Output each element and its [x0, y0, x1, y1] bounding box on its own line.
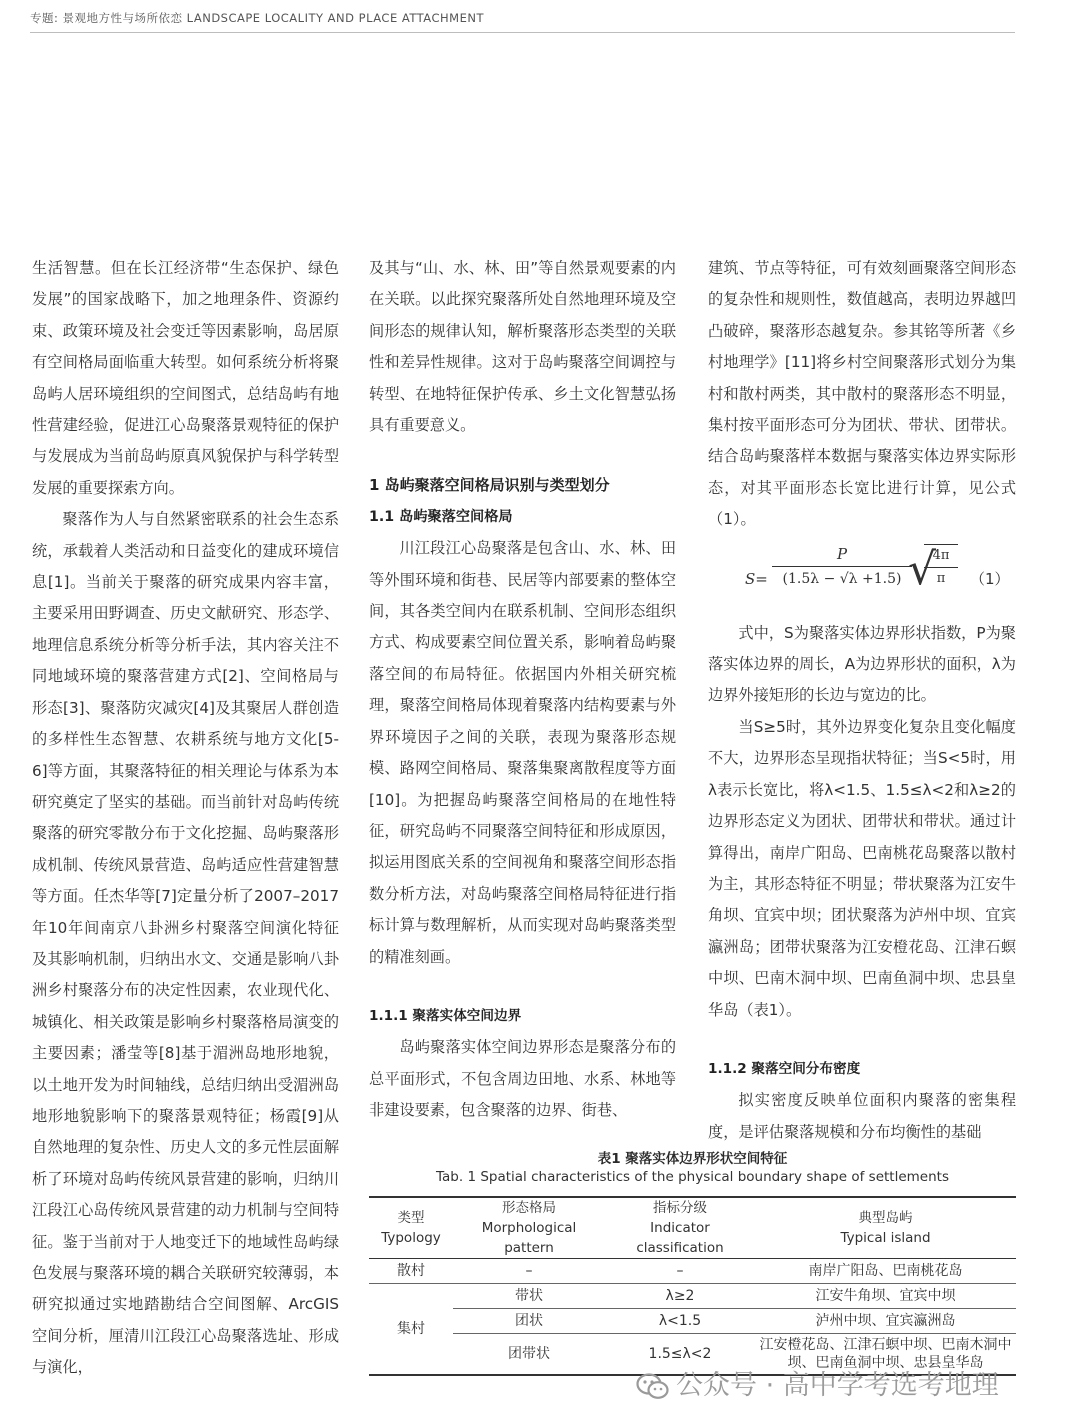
table-cell: –: [676, 1263, 684, 1279]
equation-root-fraction: [924, 544, 958, 590]
paragraph: 当S≥5时，其外边界变化复杂且变化幅度不大，边界形态呈现指状特征；当S<5时，用λ表示长宽比，将λ<1.5、1.5≤λ<2和λ≥2的边界形态定义为团状、团带状和带状。通过计算得出，南岸广阳岛、巴南桃花岛聚落以散村为主，其形态特征不明显；带状聚落为江安牛角坝、宜宾中坝；团状聚落为泸州中坝、宜宾瀛洲岛；团带状聚落为江安橙花岛、江津石螟中坝、巴南木洞中坝、巴南鱼洞中坝、忠县皇华岛（表1）。: [708, 717, 1016, 1019]
wechat-icon: [636, 1372, 670, 1402]
subsubsection-heading: 1.1.1 聚落实体空间边界: [369, 1007, 522, 1024]
watermark: [636, 1368, 999, 1404]
table-cell: λ≥2: [665, 1288, 695, 1304]
table-caption-cn: 表1 聚落实体边界形状空间特征: [597, 1151, 788, 1167]
table-row: [369, 1284, 1016, 1309]
paragraph: 川江段江心岛聚落是包含山、水、林、田等外围环境和街巷、民居等内部要素的整体空间，其各类空间内在联系机制、空间形态组织方式、构成要素空间位置关系，影响着岛屿聚落空间的布局特征。依据国内外相关研究梳理，聚落空间格局体现着聚落内结构要素与外界环境因子之间的关联，表现为聚落形态规模、路网空间格局、聚落集聚离散程度等方面[10]。为把握岛屿聚落空间格局的在地性特征，研究岛屿不同聚落空间特征和形成原因，拟运用图底关系的空间视角和聚落空间形态指数分析方法，对岛屿聚落空间格局特征进行指标计算与数理解析，从而实现对岛屿聚落类型的精准刻画。: [369, 539, 676, 966]
paragraph: 拟实密度反映单位面积内聚落的密集程度，是评估聚落规模和分布均衡性的基础: [708, 1091, 1016, 1141]
paragraph: 聚落作为人与自然紧密联系的社会生态系统，承载着人类活动和日益变化的建成环境信息[1]。当前关于聚落的研究成果内容丰富，主要采用田野调查、历史文献研究、形态学、地理信息系统分析等分析手法，其内容关注不同地域环境的聚落营建方式[2]、空间格局与形态[3]、聚落防灾减灾[4]及其聚居人群创造的多样性生态智慧、农耕系统与地方文化[5-6]等方面，其聚落特征的相关理论与体系为本研究奠定了坚实的基础。而当前针对岛屿传统聚落的研究零散分布于文化挖掘、岛屿聚落形成机制、传统风景营造、岛屿适应性营建智慧等方面。任杰华等[7]定量分析了2007–2017年10年间南京八卦洲乡村聚落空间演化特征及其影响机制，归纳出水文、交通是影响八卦洲乡村聚落分布的决定性因素，农业现代化、城镇化、相关政策是影响乡村聚落格局演变的主要因素；潘莹等[8]基于湄洲岛地形地貌，以土地开发为时间轴线，总结归纳出受湄洲岛地形地貌影响下的聚落景观特征；杨霞[9]从自然地理的复杂性、历史人文的多元性层面解析了环境对岛屿传统风景营建的影响，归纳川江段江心岛传统风景营建的动力机制与空间特征。鉴于当前对于人地变迁下的地域性岛屿绿色发展与聚落环境的耦合关联研究较薄弱，本研究拟通过实地踏勘结合空间图解、ArcGIS空间分析，厘清川江段江心岛聚落选址、形成与演化，: [32, 510, 339, 1377]
table-cell: 1.5≤λ<2: [648, 1346, 712, 1362]
paragraph: 岛屿聚落实体空间边界形态是聚落分布的总平面形式，不包含周边田地、水系、林地等非建设要素，包含聚落的边界、街巷、: [369, 1038, 676, 1120]
table-cell: 散村: [397, 1263, 425, 1279]
paragraph: 式中，S为聚落实体边界形状指数，P为聚落实体边界的周长，A为边界形状的面积，λ为边界外接矩形的长边与宽边的比。: [708, 623, 1016, 705]
table-cell: 带状: [515, 1288, 543, 1304]
paragraph: 生活智慧。但在长江经济带“生态保护、绿色发展”的国家战略下，加之地理条件、资源约束、政策环境及社会变迁等因素影响，岛居原有空间格局面临重大转型。如何系统分析将聚岛屿人居环境组织的空间图式，总结岛屿有地性营建经验，促进江心岛聚落景观特征的保护与发展成为当前岛屿原真风貌保护与科学转型发展的重要探索方向。: [32, 259, 339, 497]
running-header-text: 专题: 景观地方性与场所依恋 LANDSCAPE LOCALITY AND PLACE ATTACHMENT: [30, 11, 484, 25]
table-caption: [369, 1150, 1016, 1186]
column-header: 典型岛屿 Typical island: [840, 1210, 931, 1246]
subsection-heading: 1.1 岛屿聚落空间格局: [369, 508, 513, 525]
equation-fraction: [772, 542, 912, 591]
column-header: 类型 Typology: [381, 1210, 441, 1246]
text-column-2: [369, 253, 676, 1127]
text-column-3: [708, 253, 1016, 1148]
table-row: [369, 1259, 1016, 1284]
paragraph: 建筑、节点等特征，可有效刻画聚落空间形态的复杂性和规则性，数值越高，表明边界越凹凸破碎，聚落形态越复杂。参其铭等所著《乡村地理学》[11]将乡村空间聚落形式划分为集村和散村两类，其中散村的聚落形态不明显，集村按平面形态可分为团状、带状、团带状。结合岛屿聚落样本数据与聚落实体边界实际形态，对其平面形态长宽比进行计算，见公式（1）。: [708, 259, 1016, 529]
watermark-text: 公众号 · 高中学考选考地理: [676, 1370, 999, 1401]
table-cell: 江安橙花岛、江津石螟中坝、巴南木洞中坝、巴南鱼洞中坝、忠县皇华岛: [759, 1337, 1012, 1371]
equation-denominator: (1.5λ − √λ +1.5): [782, 570, 902, 587]
root-numerator: 4π: [924, 545, 958, 568]
subsubsection-heading: 1.1.2 聚落空间分布密度: [708, 1060, 861, 1077]
table-cell: –: [525, 1263, 533, 1279]
table-caption-en: Tab. 1 Spatial characteristics of the physical boundary shape of settlements: [436, 1169, 949, 1185]
table-cell: 团带状: [508, 1346, 550, 1362]
table-cell: λ<1.5: [658, 1313, 702, 1329]
root-denominator: π: [936, 570, 946, 586]
equation-number: （1）: [970, 569, 1010, 588]
table-header-row: [369, 1197, 1016, 1259]
table-row: [369, 1309, 1016, 1334]
equation-1: [708, 540, 1016, 614]
table-cell: 泸州中坝、宜宾瀛洲岛: [815, 1313, 956, 1329]
text-column-1: [32, 253, 339, 1384]
sqrt-sign: √: [908, 543, 937, 595]
column-header: 形态格局 Morphological pattern: [481, 1200, 577, 1256]
table-1: [369, 1196, 1016, 1376]
equation-lhs: S=: [745, 569, 768, 588]
table-cell: 集村: [369, 1284, 453, 1376]
table-cell: 团状: [515, 1313, 543, 1329]
running-header: [30, 10, 1015, 33]
section-heading: 1 岛屿聚落空间格局识别与类型划分: [369, 476, 610, 495]
equation-numerator: P: [772, 542, 912, 567]
table-cell: 江安牛角坝、宜宾中坝: [815, 1288, 956, 1304]
column-header: 指标分级 Indicator classification: [636, 1200, 724, 1256]
table-cell: 南岸广阳岛、巴南桃花岛: [808, 1263, 963, 1279]
paragraph: 及其与“山、水、林、田”等自然景观要素的内在关联。以此探究聚落所处自然地理环境及空间形态的规律认知，解析聚落形态类型的关联性和差异性规律。这对于岛屿聚落空间调控与转型、在地特征保护传承、乡土文化智慧弘扬具有重要意义。: [369, 259, 676, 435]
